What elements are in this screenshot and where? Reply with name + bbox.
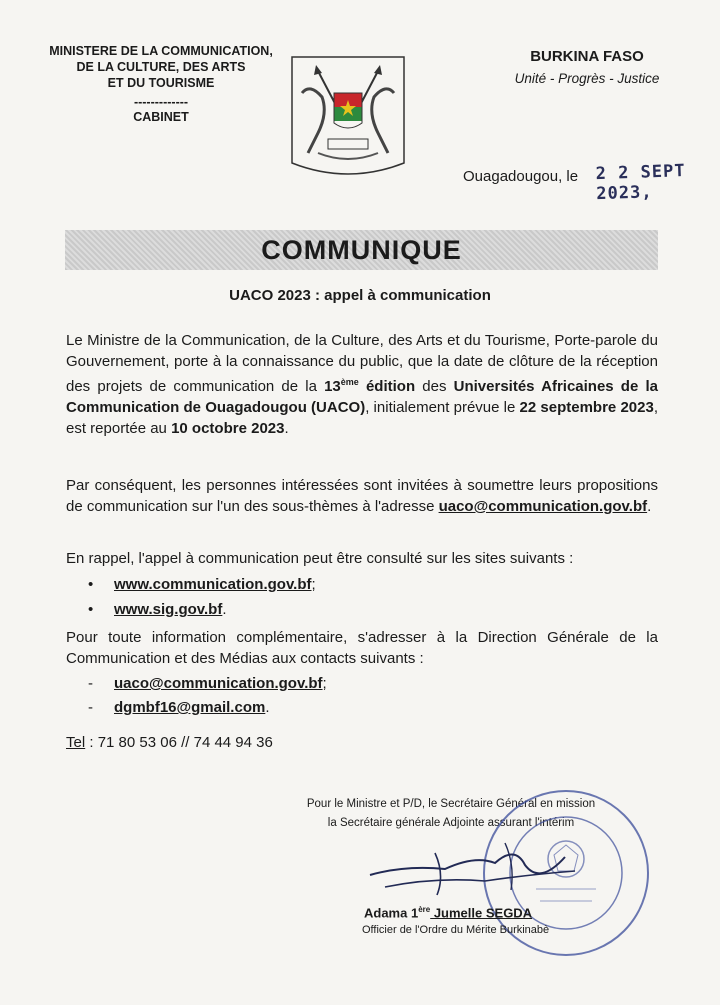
para2-text: Par conséquent, les personnes intéressées sont invitées à soumettre leurs propositions de communication sur l'un des sous-thèmes à l'adresse xyxy=(66,477,658,515)
telephone-line xyxy=(66,734,273,751)
contacts-list xyxy=(88,673,327,719)
tel-label: Tel xyxy=(66,734,86,751)
list-item xyxy=(88,697,327,719)
list-item xyxy=(88,574,316,596)
bullet-marker: • xyxy=(88,576,94,593)
dash-marker: - xyxy=(88,699,93,716)
list-item xyxy=(88,673,327,695)
list-item xyxy=(88,599,316,621)
para1-text-5: . xyxy=(284,420,289,437)
edition-superscript: ème xyxy=(340,377,359,387)
signatory-name-first: Adama 1 xyxy=(364,905,419,921)
authority-line-2: la Secrétaire générale Adjointe assurant l'intérim xyxy=(327,817,575,829)
old-date: 22 septembre 2023 xyxy=(519,399,654,416)
sites-list xyxy=(88,574,316,621)
signatory-name-sup: ère xyxy=(418,905,431,914)
contact-email-uaco[interactable]: uaco@communication.gov.bf xyxy=(114,675,323,692)
contact-suffix: ; xyxy=(322,675,327,692)
ministry-line-2: DE LA CULTURE, DES ARTS xyxy=(76,60,246,74)
contact-suffix: . xyxy=(265,699,270,716)
handwritten-signature-icon xyxy=(365,835,585,905)
country-name: BURKINA FASO xyxy=(530,48,644,65)
date-stamp: 2 2 SEPT 2023, xyxy=(595,161,686,205)
signatory-title: Officier de l'Ordre du Mérite Burkinabè xyxy=(362,924,550,936)
para1-text-2: des xyxy=(415,378,454,395)
para1-text-1: Le Ministre de la Communication, de la Culture, des Arts et du Tourisme, Porte-parole du Gouvernement, porte à la connaissance du public, que la date de clôture de la réception des projets de communication de la xyxy=(66,332,658,395)
site-link-sig[interactable]: www.sig.gov.bf xyxy=(114,601,223,618)
header-separator: ------------- xyxy=(133,95,189,109)
submission-email-link[interactable]: uaco@communication.gov.bf xyxy=(438,498,648,515)
edition-word: édition xyxy=(358,378,416,395)
site-suffix: . xyxy=(222,601,227,618)
edition-number: 13 xyxy=(324,378,341,395)
paragraph-contacts: Pour toute information complémentaire, s'adresser à la Direction Générale de la Communication et des Médias aux contacts suivants : xyxy=(66,629,658,667)
para2-end: . xyxy=(647,498,652,515)
dash-marker: - xyxy=(88,675,93,692)
cabinet-label: CABINET xyxy=(133,110,189,124)
communique-title: COMMUNIQUE xyxy=(65,230,658,270)
ministry-header xyxy=(36,43,286,125)
para1-text-4: , est reportée au xyxy=(66,399,658,437)
paragraph-sites: En rappel, l'appel à communication peut être consulté sur les sites suivants : xyxy=(66,550,574,567)
paragraph-submission xyxy=(66,475,658,517)
place-label: Ouagadougou, le xyxy=(463,168,579,185)
subtitle: UACO 2023 : appel à communication xyxy=(229,287,491,304)
coat-of-arms-icon xyxy=(288,53,408,185)
country-motto: Unité - Progrès - Justice xyxy=(514,71,660,86)
paragraph-announcement xyxy=(66,330,658,439)
signatory-name-rest: Jumelle SEGDA xyxy=(430,905,533,921)
contact-email-dgmbf[interactable]: dgmbf16@gmail.com xyxy=(114,699,266,716)
new-date: 10 octobre 2023 xyxy=(171,420,285,437)
country-header xyxy=(482,48,692,86)
authority-line-1: Pour le Ministre et P/D, le Secrétaire Général en mission xyxy=(306,798,596,810)
ministry-line-3: ET DU TOURISME xyxy=(107,76,215,90)
site-link-communication[interactable]: www.communication.gov.bf xyxy=(114,576,312,593)
event-name: Universités Africaines de la Communication de Ouagadougou (UACO) xyxy=(66,378,658,416)
para1-text-3: , initialement prévue le xyxy=(365,399,520,416)
signatory-name xyxy=(364,905,532,920)
tel-value: : 71 80 53 06 // 74 44 94 36 xyxy=(85,734,273,751)
bullet-marker: • xyxy=(88,601,94,618)
site-suffix: ; xyxy=(311,576,316,593)
ministry-line-1: MINISTERE DE LA COMMUNICATION, xyxy=(49,44,273,58)
